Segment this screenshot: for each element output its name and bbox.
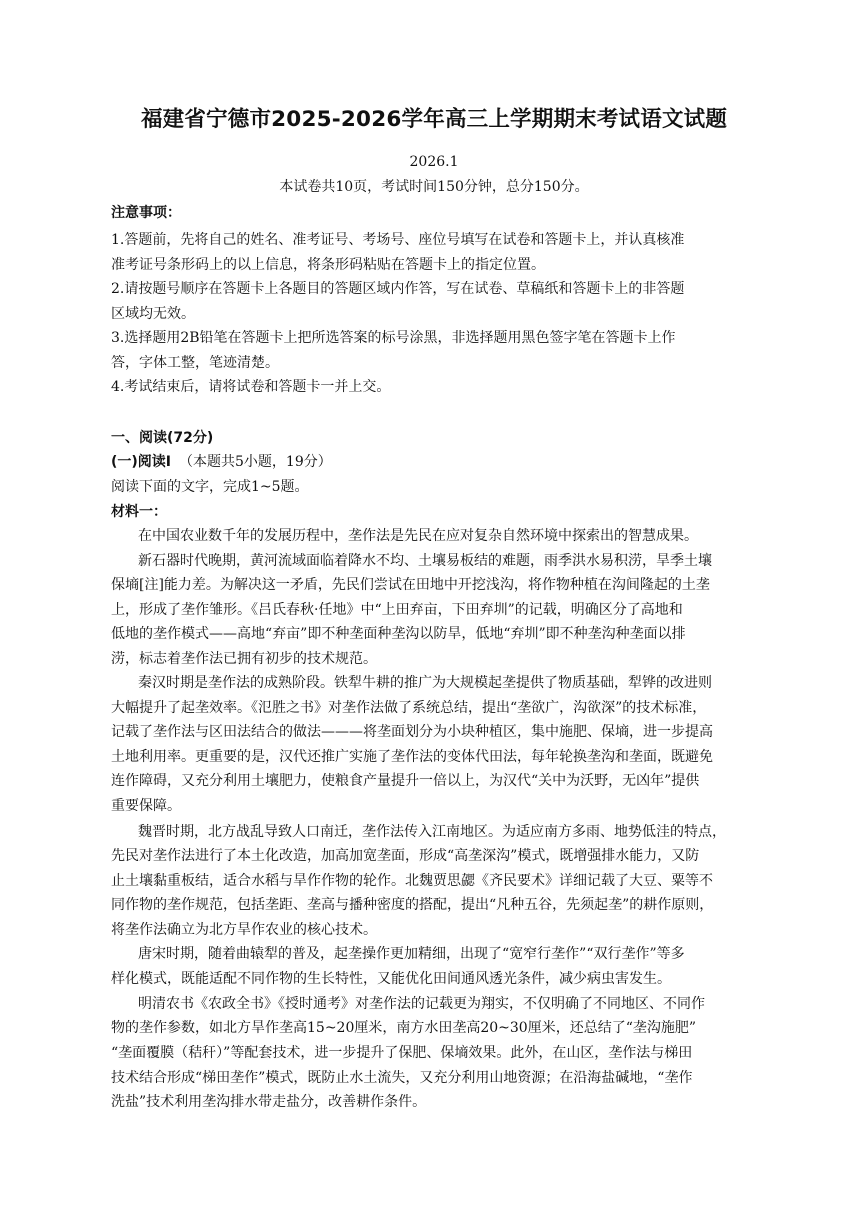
body-line: 先民对垄作法进行了本土化改造，加高加宽垄面，形成“高垄深沟”模式，既增强排水能力，又防 (111, 848, 700, 864)
body-line: 低地的垄作模式——高地“弃亩”即不种垄面种垄沟以防旱，低地“弃圳”即不种垄沟种垄面以排 (111, 626, 686, 642)
notice-item-3-line-1: 3.选择题用2B铅笔在答题卡上把所选答案的标号涂黑，非选择题用黑色签字笔在答题卡上作 (111, 330, 676, 346)
body-line: 保墒[注]能力差。为解决这一矛盾，先民们尝试在田地中开挖浅沟，将作物种植在沟间隆起的土垄 (111, 577, 710, 593)
body-line: 魏晋时期，北方战乱导致人口南迁，垄作法传入江南地区。为适应南方多雨、地势低洼的特点， (138, 824, 726, 840)
material-label: 材料一： (111, 504, 167, 520)
body-line: 在中国农业数千年的发展历程中，垄作法是先民在应对复杂自然环境中探索出的智慧成果。 (138, 528, 698, 544)
notice-heading: 注意事项： (111, 205, 181, 221)
body-line: 技术结合形成“梯田垄作”模式，既防止水土流失，又充分利用山地资源；在沿海盐碱地，“垄作 (111, 1070, 693, 1086)
reading-instruction: 阅读下面的文字，完成1~5题。 (111, 479, 309, 495)
body-line: 记载了垄作法与区田法结合的做法———将垄面划分为小块种植区，集中施肥、保墒，进一步提高 (111, 724, 713, 740)
section-heading: 一、阅读(72分) (111, 430, 214, 446)
notice-item-1-line-1: 1.答题前，先将自己的姓名、准考证号、考场号、座位号填写在试卷和答题卡上，并认真核准 (111, 232, 685, 248)
exam-info: 本试卷共10页，考试时间150分钟，总分150分。 (279, 179, 589, 195)
body-line: 唐宋时期，随着曲辕犁的普及，起垄操作更加精细，出现了“宽窄行垄作”“双行垄作”等多 (138, 946, 685, 962)
body-line: 连作障碍，又充分利用土壤肥力，使粮食产量提升一倍以上，为汉代“关中为沃野，无凶年”提供 (111, 773, 700, 789)
notice-item-1-line-2: 准考证号条形码上的以上信息，将条形码粘贴在答题卡上的指定位置。 (111, 257, 545, 273)
body-line: 新石器时代晚期，黄河流域面临着降水不均、土壤易板结的难题，雨季洪水易积涝，旱季土壤 (138, 553, 712, 569)
body-line: 上，形成了垄作雏形。《吕氏春秋·任地》中“上田弃亩，下田弃圳”的记载，明确区分了高地和 (111, 602, 683, 618)
body-line: 洗盐”技术利用垄沟排水带走盐分，改善耕作条件。 (111, 1094, 427, 1110)
notice-item-2-line-2: 区域均无效。 (111, 306, 195, 322)
body-line: 将垄作法确立为北方旱作农业的核心技术。 (111, 922, 377, 938)
body-line: 明清农书《农政全书》《授时通考》对垄作法的记载更为翔实，不仅明确了不同地区、不同作 (138, 996, 705, 1012)
reading-subsection (111, 452, 762, 472)
body-line: 样化模式，既能适配不同作物的生长特性，又能优化田间通风透光条件，减少病虫害发生。 (111, 971, 671, 987)
notice-item-4: 4.考试结束后，请将试卷和答题卡一并上交。 (111, 379, 391, 395)
body-line: 涝，标志着垄作法已拥有初步的技术规范。 (111, 651, 377, 667)
body-line: 同作物的垄作规范，包括垄距、垄高与播种密度的搭配，提出“凡种五谷，先须起垄”的耕作原则， (111, 897, 714, 913)
reading-subsection-heading: (一)阅读Ⅰ (111, 454, 172, 470)
body-line: 物的垄作参数，如北方旱作垄高15~20厘米，南方水田垄高20~30厘米，还总结了“垄沟施肥” (111, 1020, 697, 1036)
body-line: 土地利用率。更重要的是，汉代还推广实施了垄作法的变体代田法，每年轮换垄沟和垄面，既避免 (111, 749, 713, 765)
body-line: 秦汉时期是垄作法的成熟阶段。铁犁牛耕的推广为大规模起垄提供了物质基础，犁铧的改进则 (138, 675, 712, 691)
body-line: “垄面覆膜（秸秆）”等配套技术，进一步提升了保肥、保墒效果。此外，在山区，垄作法与梯田 (111, 1045, 693, 1061)
notice-item-3-line-2: 答，字体工整，笔迹清楚。 (111, 355, 279, 371)
notice-item-2-line-1: 2.请按题号顺序在答题卡上各题目的答题区域内作答，写在试卷、草稿纸和答题卡上的非答题 (111, 281, 685, 297)
body-line: 大幅提升了起垄效率。《氾胜之书》对垄作法做了系统总结，提出“垄欲广，沟欲深”的技术标准， (111, 700, 707, 716)
body-line: 重要保障。 (111, 798, 181, 814)
reading-subsection-note: （本题共5小题，19分） (179, 454, 332, 470)
body-line: 止土壤黏重板结，适合水稻与旱作作物的轮作。北魏贾思勰《齐民要术》详细记载了大豆、粟等不 (111, 873, 713, 889)
exam-date: 2026.1 (409, 154, 459, 170)
exam-title: 福建省宁德市2025-2026学年高三上学期期末考试语文试题 (140, 107, 728, 132)
